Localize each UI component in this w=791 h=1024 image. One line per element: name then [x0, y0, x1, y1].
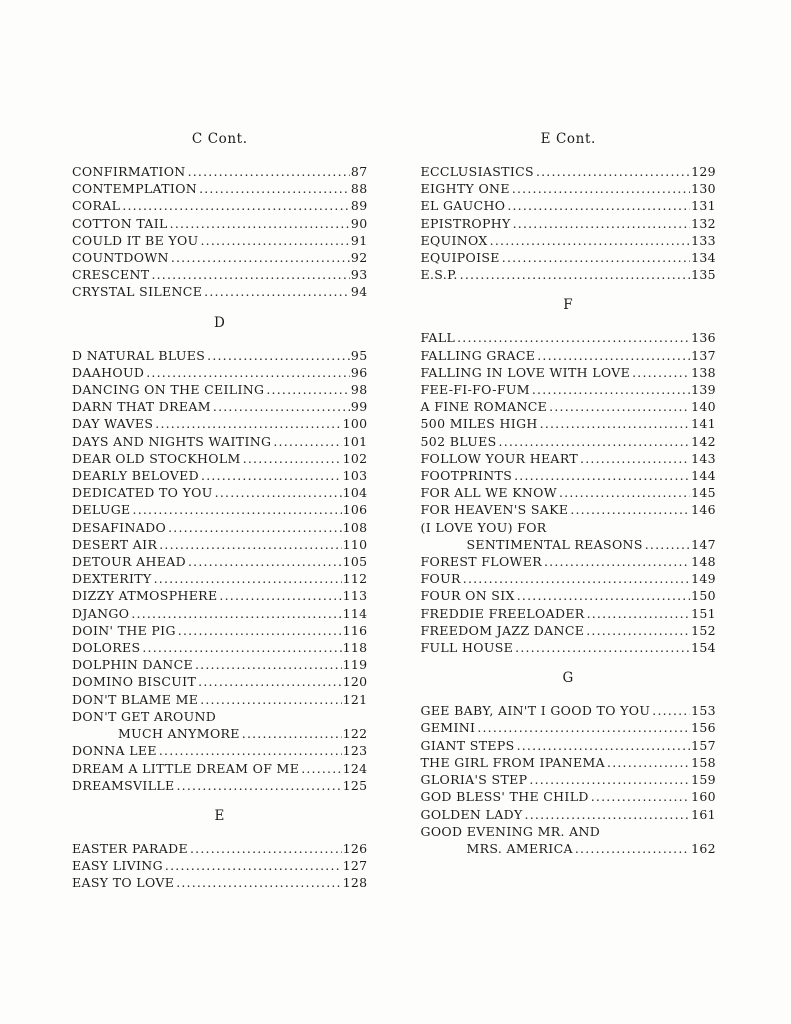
section-header: C Cont. [191, 131, 248, 147]
dot-leader [159, 536, 341, 553]
index-section [421, 670, 717, 857]
index-entry [421, 737, 717, 754]
index-entry-wrap-line [72, 708, 368, 725]
index-entry [72, 874, 368, 891]
index-entry [72, 398, 368, 415]
entry-page-number: 127 [342, 858, 368, 874]
dot-leader [580, 450, 690, 467]
entry-page-number: 116 [342, 622, 368, 638]
entry-title: A FINE ROMANCE [420, 399, 548, 415]
index-entry [72, 553, 368, 570]
entry-title: FREEDOM JAZZ DANCE [420, 622, 585, 638]
entry-title: COUNTDOWN [72, 250, 169, 266]
index-entry [72, 673, 368, 690]
entry-page-number: 124 [342, 760, 368, 776]
dot-leader [499, 433, 691, 450]
index-entry [421, 806, 717, 823]
dot-leader [122, 197, 350, 214]
index-columns [72, 131, 716, 892]
entry-page-number: 88 [350, 181, 368, 197]
dot-leader [549, 398, 690, 415]
entry-page-number: 98 [350, 382, 368, 398]
index-entry [72, 639, 368, 656]
entry-page-number: 160 [691, 789, 716, 805]
entry-page-number: 119 [342, 657, 368, 673]
entry-page-number: 87 [350, 164, 368, 179]
index-entry [72, 570, 368, 587]
index-entry [421, 381, 717, 398]
index-entry [421, 702, 717, 719]
dot-leader [587, 605, 691, 622]
entry-page-number: 89 [350, 198, 368, 214]
entry-title: EPISTROPHY [420, 215, 511, 231]
dot-leader [517, 587, 690, 604]
index-entry [72, 857, 368, 874]
entry-title: DON'T BLAME ME [72, 691, 199, 707]
entry-page-number: 157 [691, 737, 716, 753]
entry-page-number: 137 [691, 347, 716, 363]
dot-leader [559, 484, 690, 501]
entry-title: GEE BABY, AIN'T I GOOD TO YOU [420, 703, 651, 719]
dot-leader [176, 874, 341, 891]
index-entry [421, 719, 717, 736]
entry-page-number: 128 [342, 875, 368, 891]
entry-page-number: 143 [691, 450, 716, 466]
dot-leader [190, 840, 342, 857]
entry-page-number: 95 [350, 347, 368, 363]
entry-title: E.S.P. [420, 267, 458, 283]
entry-page-number: 158 [691, 754, 716, 770]
entry-title: FOUR [420, 571, 461, 587]
entry-page-number: 140 [691, 399, 716, 415]
index-entry [72, 742, 368, 759]
index-entry [72, 725, 368, 742]
dot-leader [457, 329, 690, 346]
entry-title-continuation: SENTIMENTAL REASONS [466, 536, 643, 552]
entry-page-number: 96 [350, 364, 368, 380]
dot-leader [507, 197, 690, 214]
entry-page-number: 161 [691, 806, 716, 822]
entry-page-number: 118 [342, 640, 368, 656]
entry-title: DEARLY BELOVED [72, 468, 200, 484]
entry-page-number: 101 [342, 433, 368, 449]
entry-title: GOD BLESS' THE CHILD [420, 789, 589, 805]
index-entry [72, 283, 368, 300]
index-entry [421, 215, 717, 232]
entry-title: FEE-FI-FO-FUM [420, 382, 530, 398]
entry-page-number: 123 [342, 743, 368, 759]
dot-leader [570, 501, 690, 518]
entry-title: DEXTERITY [72, 571, 152, 587]
entry-page-number: 100 [342, 416, 368, 432]
entry-page-number: 121 [342, 691, 368, 707]
index-entry [421, 180, 717, 197]
index-entry [421, 415, 717, 432]
dot-leader [177, 777, 342, 794]
index-entry [421, 266, 717, 283]
dot-leader [200, 691, 341, 708]
entry-title: EQUIPOISE [420, 250, 500, 266]
index-entry [72, 484, 368, 501]
index-entry [421, 450, 717, 467]
dot-leader [517, 737, 691, 754]
index-entry [72, 536, 368, 553]
entry-title: THE GIRL FROM IPANEMA [420, 754, 606, 770]
index-entry [72, 622, 368, 639]
index-section [72, 315, 368, 794]
index-entry [72, 777, 368, 794]
index-entry [72, 605, 368, 622]
entry-page-number: 153 [691, 703, 716, 719]
section-header: D [214, 314, 226, 331]
entry-page-number: 141 [691, 416, 716, 432]
section-header: E [214, 807, 225, 824]
entry-title: DARN THAT DREAM [72, 399, 211, 415]
index-entry [421, 605, 717, 622]
dot-leader [204, 283, 350, 300]
dot-leader [243, 450, 342, 467]
index-entry [421, 639, 717, 656]
entry-title: CRESCENT [72, 267, 150, 283]
dot-leader [463, 570, 690, 587]
entry-page-number: 148 [691, 554, 716, 570]
index-entry [72, 347, 368, 364]
section-header: E Cont. [540, 131, 596, 147]
dot-leader [199, 180, 350, 197]
index-entry [421, 622, 717, 639]
dot-leader [151, 266, 349, 283]
entry-title: DEDICATED TO YOU [72, 485, 213, 501]
entry-page-number: 120 [342, 674, 368, 690]
entry-page-number: 132 [691, 215, 716, 231]
entry-page-number: 149 [691, 571, 716, 587]
entry-title: EQUINOX [420, 232, 488, 248]
index-entry [72, 433, 368, 450]
entry-title: DAYS AND NIGHTS WAITING [72, 433, 272, 449]
dot-leader [591, 788, 690, 805]
entry-page-number: 93 [350, 267, 368, 283]
entry-page-number: 92 [350, 250, 368, 266]
entry-title: DOIN' THE PIG [72, 622, 176, 638]
entry-title: EASY LIVING [72, 858, 163, 874]
dot-leader [460, 266, 690, 283]
entry-page-number: 133 [691, 232, 716, 248]
dot-leader [195, 656, 342, 673]
entry-title: GEMINI [420, 720, 476, 736]
entry-title: FOR ALL WE KNOW [420, 485, 557, 501]
entry-title: GIANT STEPS [420, 737, 515, 753]
entry-title: DREAM A LITTLE DREAM OF ME [72, 760, 300, 776]
entry-title: DANCING ON THE CEILING [72, 382, 265, 398]
entry-page-number: 90 [350, 215, 368, 231]
index-entry [72, 364, 368, 381]
entry-title: CONFIRMATION [72, 164, 186, 179]
index-section [72, 808, 368, 892]
dot-leader [512, 180, 690, 197]
dot-leader [607, 754, 690, 771]
dot-leader [215, 484, 342, 501]
index-entry [72, 519, 368, 536]
entry-title: FALLING IN LOVE WITH LOVE [420, 364, 631, 380]
dot-leader [213, 398, 350, 415]
dot-leader [200, 232, 349, 249]
dot-leader [477, 719, 690, 736]
dot-leader [586, 622, 690, 639]
entry-title: DEAR OLD STOCKHOLM [72, 450, 241, 466]
entry-page-number: 110 [342, 536, 368, 552]
entry-title: FALL [420, 330, 456, 346]
dot-leader [540, 415, 690, 432]
entry-page-number: 129 [691, 164, 716, 179]
entry-title: DOMINO BISCUIT [72, 674, 197, 690]
index-entry [421, 163, 717, 180]
entry-title: FOREST FLOWER [420, 554, 542, 570]
entry-page-number: 114 [342, 605, 368, 621]
entry-title: DESERT AIR [72, 536, 158, 552]
entry-page-number: 103 [342, 468, 368, 484]
dot-leader [171, 249, 350, 266]
index-section [421, 297, 717, 656]
entry-page-number: 154 [691, 640, 716, 656]
dot-leader [178, 622, 342, 639]
entry-page-number: 102 [342, 450, 368, 466]
index-entry [72, 266, 368, 283]
index-entry-wrap-line [421, 823, 717, 840]
entry-page-number: 108 [342, 519, 368, 535]
entry-title: ECCLUSIASTICS [420, 164, 534, 179]
entry-page-number: 147 [691, 536, 716, 552]
index-entry [421, 771, 717, 788]
index-entry [72, 501, 368, 518]
dot-leader [242, 725, 342, 742]
dot-leader [198, 673, 341, 690]
dot-leader [131, 605, 341, 622]
entry-title: DELUGE [72, 502, 131, 518]
entry-title: FULL HOUSE [420, 640, 514, 656]
dot-leader [544, 553, 690, 570]
index-entry [421, 329, 717, 346]
dot-leader [188, 553, 342, 570]
entry-title: D NATURAL BLUES [72, 347, 206, 363]
dot-leader [515, 639, 690, 656]
index-entry [72, 215, 368, 232]
entry-page-number: 104 [342, 485, 368, 501]
entry-title: 500 MILES HIGH [420, 416, 538, 432]
index-entry [72, 450, 368, 467]
entry-title: DREAMSVILLE [72, 777, 175, 793]
entry-page-number: 99 [350, 399, 368, 415]
entry-title: FREDDIE FREELOADER [420, 605, 585, 621]
entry-title: DON'T GET AROUND [72, 708, 217, 724]
dot-leader [525, 806, 691, 823]
index-entry [72, 163, 368, 180]
entry-page-number: 136 [691, 330, 716, 346]
dot-leader [537, 347, 690, 364]
entry-title: CRYSTAL SILENCE [72, 284, 203, 300]
dot-leader [632, 364, 690, 381]
entry-title: EIGHTY ONE [420, 181, 510, 197]
dot-leader [645, 536, 690, 553]
dot-leader [490, 232, 690, 249]
entry-title: FOLLOW YOUR HEART [420, 450, 579, 466]
index-entry [72, 587, 368, 604]
index-entry [421, 364, 717, 381]
entry-page-number: 152 [691, 622, 716, 638]
entry-page-number: 145 [691, 485, 716, 501]
index-entry [72, 197, 368, 214]
entry-page-number: 94 [350, 284, 368, 300]
index-entry [72, 180, 368, 197]
dot-leader [146, 364, 350, 381]
entry-page-number: 150 [691, 588, 716, 604]
entry-page-number: 139 [691, 382, 716, 398]
entry-title: CORAL [72, 198, 121, 214]
entry-title: DOLORES [72, 640, 141, 656]
index-entry [72, 760, 368, 777]
index-entry [421, 840, 717, 857]
dot-leader [165, 857, 342, 874]
dot-leader [652, 702, 690, 719]
index-entry [421, 501, 717, 518]
dot-leader [273, 433, 341, 450]
entry-title: DONNA LEE [72, 743, 157, 759]
index-entry [72, 381, 368, 398]
dot-leader [142, 639, 341, 656]
entry-page-number: 135 [691, 267, 716, 283]
entry-title: DESAFINADO [72, 519, 167, 535]
dot-leader [514, 467, 690, 484]
entry-page-number: 122 [342, 726, 368, 742]
entry-title: COTTON TAIL [72, 215, 168, 231]
entry-title: EASY TO LOVE [72, 875, 175, 891]
entry-page-number: 125 [342, 777, 368, 793]
dot-leader [536, 163, 690, 180]
entry-page-number: 113 [342, 588, 368, 604]
entry-page-number: 146 [691, 502, 716, 518]
section-header: G [562, 670, 574, 687]
index-entry [421, 197, 717, 214]
entry-title: DOLPHIN DANCE [72, 657, 193, 673]
index-entry [421, 467, 717, 484]
dot-leader [529, 771, 690, 788]
dot-leader [154, 570, 342, 587]
index-entry [72, 840, 368, 857]
entry-title: (I LOVE YOU) FOR [420, 519, 547, 535]
entry-title: DIZZY ATMOSPHERE [72, 588, 218, 604]
index-entry [421, 570, 717, 587]
entry-page-number: 126 [342, 840, 368, 856]
index-entry [72, 232, 368, 249]
index-section [421, 131, 717, 283]
index-entry [421, 484, 717, 501]
index-entry [421, 553, 717, 570]
index-section [72, 131, 368, 301]
index-entry [421, 536, 717, 553]
index-column-left [72, 131, 368, 892]
dot-leader [575, 840, 690, 857]
entry-title: GLORIA'S STEP [420, 772, 528, 788]
dot-leader [207, 347, 350, 364]
index-column-right [421, 131, 717, 892]
entry-page-number: 131 [691, 198, 716, 214]
entry-page-number: 162 [691, 840, 716, 856]
entry-page-number: 156 [691, 720, 716, 736]
entry-page-number: 138 [691, 364, 716, 380]
dot-leader [188, 163, 350, 180]
dot-leader [532, 381, 690, 398]
entry-title: FOOTPRINTS [420, 468, 513, 484]
entry-title: DJANGO [72, 605, 130, 621]
entry-title: 502 BLUES [420, 433, 497, 449]
entry-page-number: 112 [342, 571, 368, 587]
index-entry [72, 691, 368, 708]
entry-title: DAY WAVES [72, 416, 154, 432]
index-entry [72, 415, 368, 432]
entry-title: DETOUR AHEAD [72, 554, 186, 570]
entry-title: GOOD EVENING MR. AND [420, 823, 601, 839]
entry-title-continuation: MRS. AMERICA [466, 840, 573, 856]
section-header: F [563, 297, 574, 314]
entry-page-number: 159 [691, 772, 716, 788]
entry-title: FOR HEAVEN'S SAKE [420, 502, 569, 518]
dot-leader [201, 467, 342, 484]
entry-page-number: 134 [691, 250, 716, 266]
index-entry [421, 249, 717, 266]
entry-title: DAAHOUD [72, 364, 145, 380]
entry-page-number: 106 [342, 502, 368, 518]
entry-title: EL GAUCHO [420, 198, 506, 214]
index-entry-wrap-line [421, 519, 717, 536]
entry-title-continuation: MUCH ANYMORE [118, 726, 240, 742]
entry-title: FOUR ON SIX [420, 588, 515, 604]
entry-title: FALLING GRACE [420, 347, 536, 363]
index-entry [421, 754, 717, 771]
dot-leader [133, 501, 342, 518]
dot-leader [159, 742, 342, 759]
index-entry [421, 587, 717, 604]
index-entry [72, 656, 368, 673]
dot-leader [219, 587, 341, 604]
index-entry [421, 232, 717, 249]
dot-leader [266, 381, 350, 398]
entry-title: COULD IT BE YOU [72, 232, 199, 248]
index-entry [421, 788, 717, 805]
dot-leader [513, 215, 690, 232]
dot-leader [502, 249, 690, 266]
entry-page-number: 130 [691, 181, 716, 197]
dot-leader [170, 215, 350, 232]
entry-title: CONTEMPLATION [72, 181, 198, 197]
dot-leader [155, 415, 341, 432]
entry-page-number: 142 [691, 433, 716, 449]
entry-page-number: 144 [691, 468, 716, 484]
entry-title: GOLDEN LADY [420, 806, 523, 822]
index-entry [421, 347, 717, 364]
index-entry [421, 398, 717, 415]
entry-page-number: 151 [691, 605, 716, 621]
index-entry [72, 249, 368, 266]
entry-page-number: 105 [342, 554, 368, 570]
dot-leader [168, 519, 341, 536]
entry-title: EASTER PARADE [72, 840, 188, 856]
index-entry [72, 467, 368, 484]
entry-page-number: 91 [350, 232, 368, 248]
index-entry [421, 433, 717, 450]
dot-leader [301, 760, 341, 777]
